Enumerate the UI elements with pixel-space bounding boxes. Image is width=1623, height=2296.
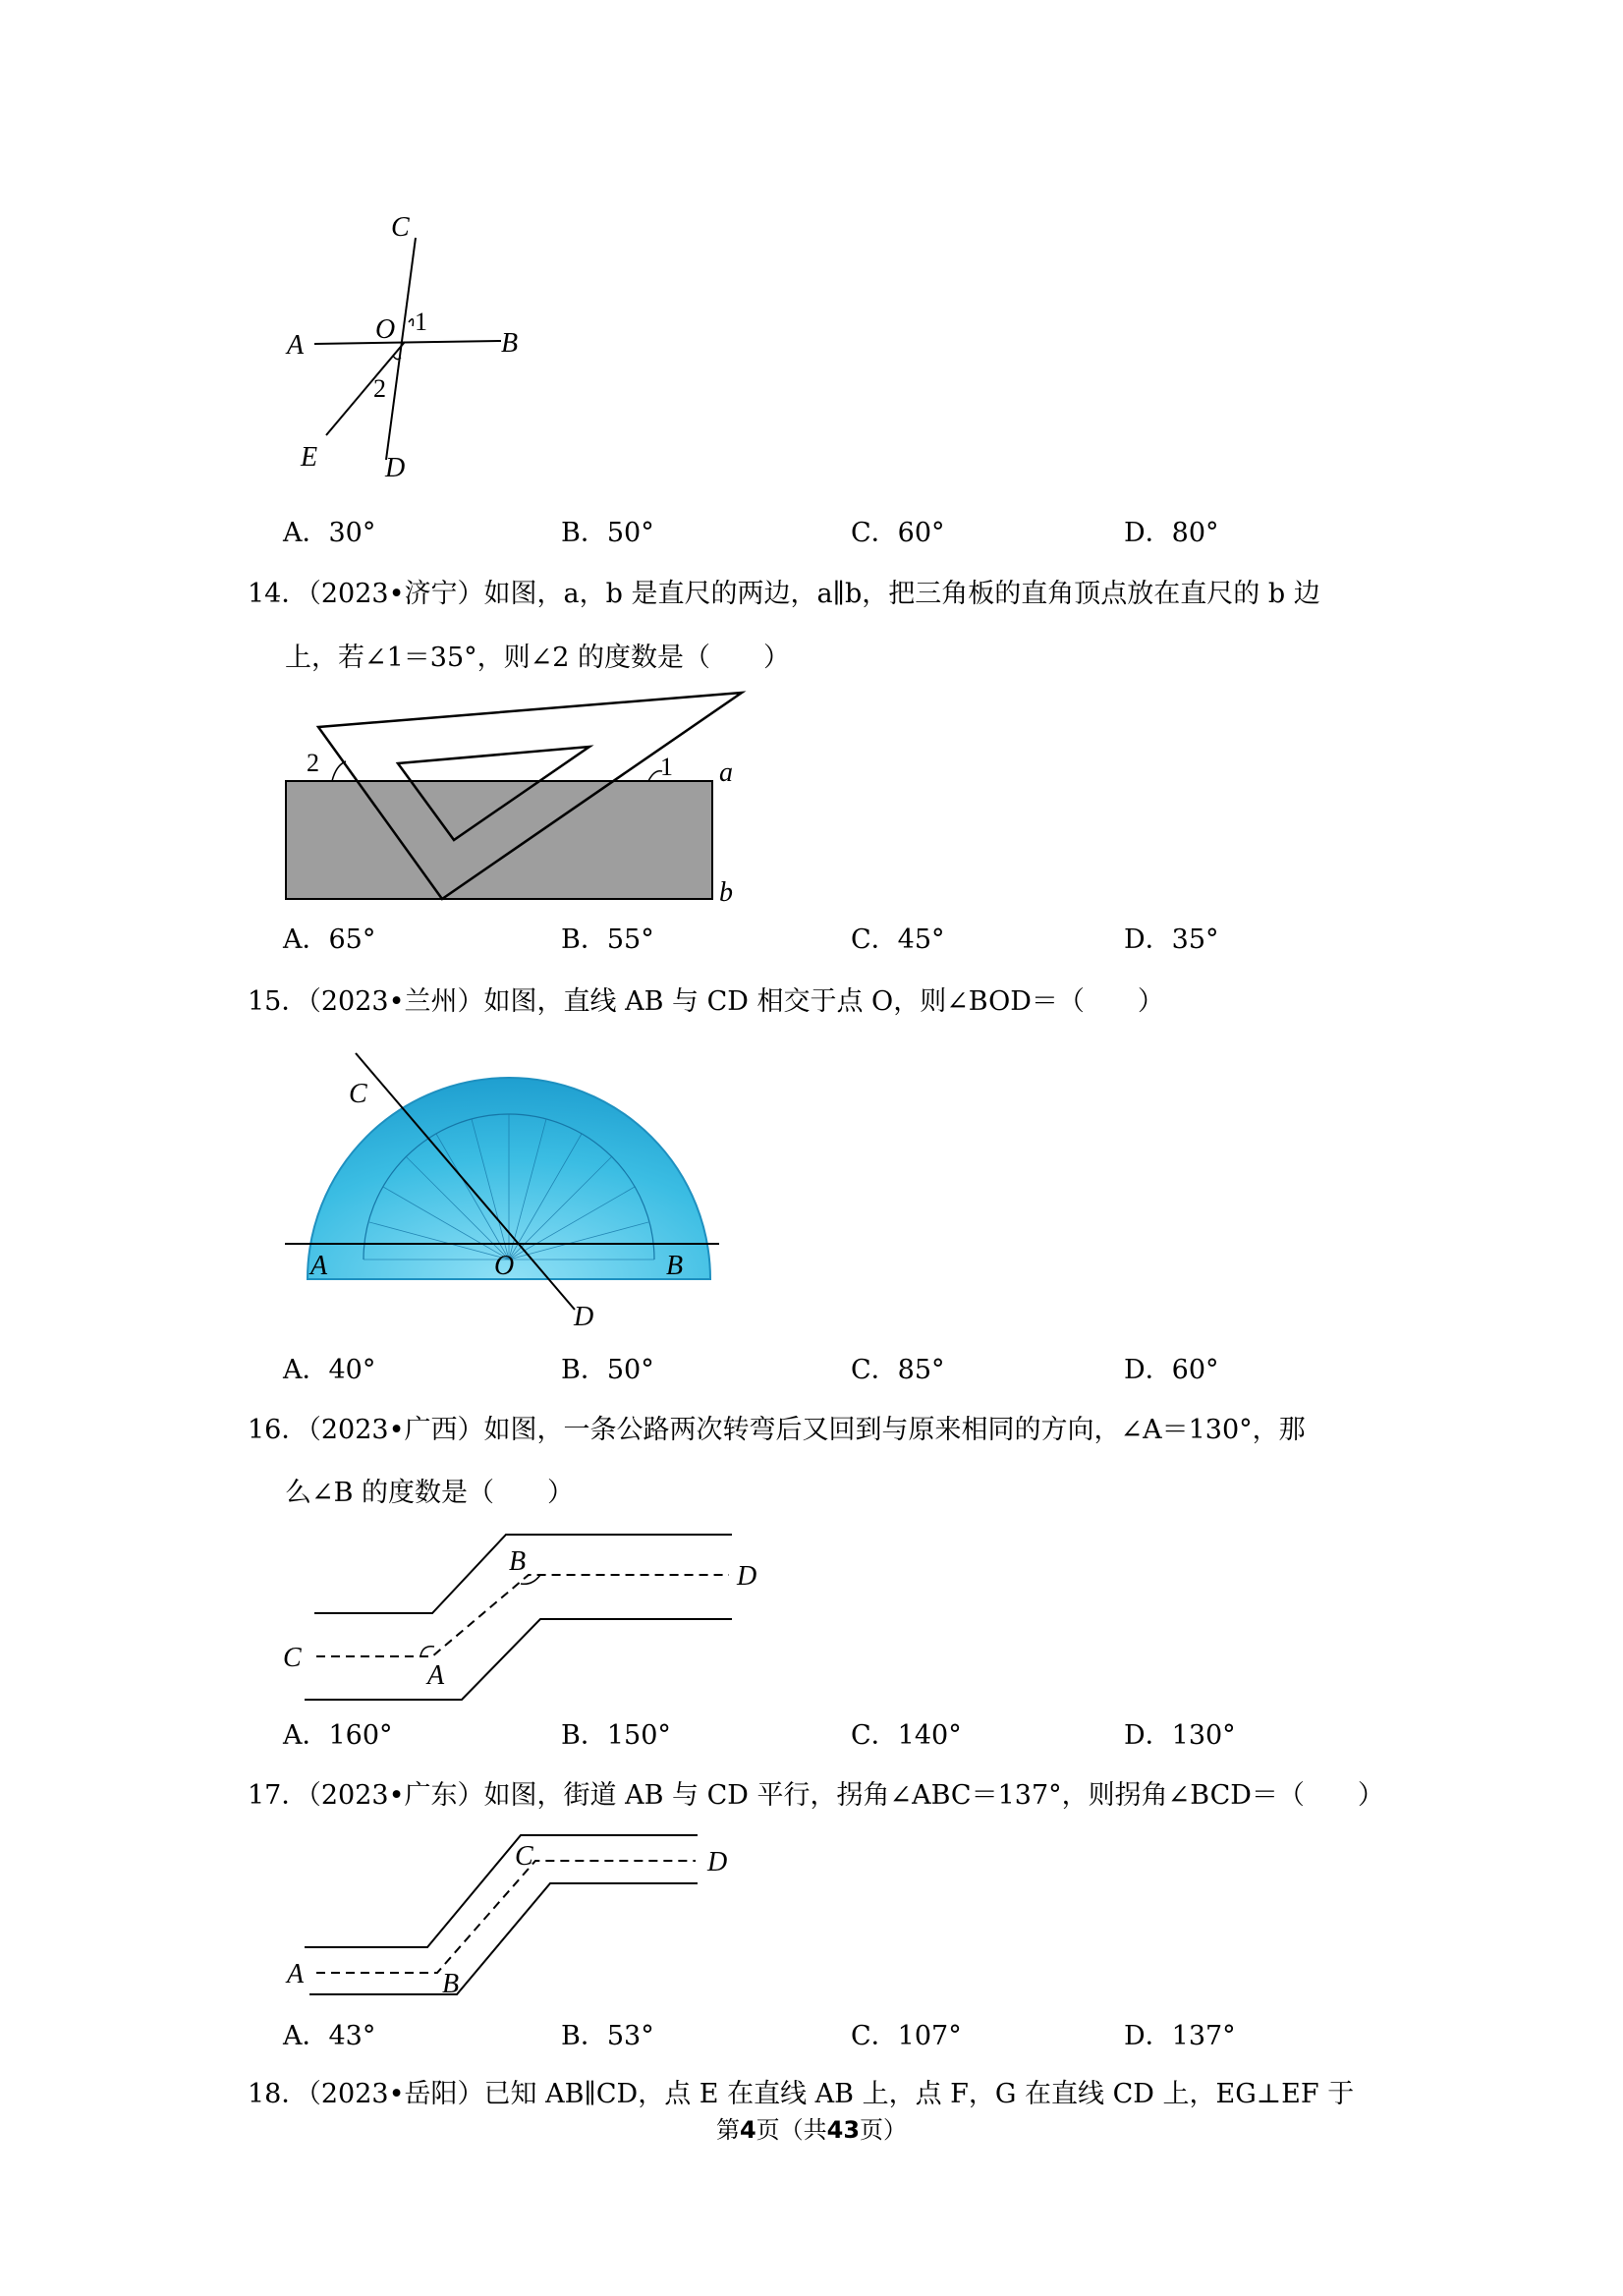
label-b: B [509, 1546, 527, 1577]
figure-q16 [275, 1523, 786, 1719]
label-d: D [707, 1847, 728, 1877]
label-c: C [349, 1079, 367, 1109]
page-total: 43 [826, 2116, 861, 2144]
footer-suffix: 页） [860, 2116, 908, 2144]
label-1: 1 [415, 308, 427, 336]
option-d: D．80° [1124, 518, 1219, 548]
option-a: A．30° [283, 518, 376, 548]
line-ab [314, 341, 501, 344]
option-c: C．45° [851, 924, 945, 955]
footer-mid: 页（共 [756, 2116, 827, 2144]
option-b: B．53° [561, 2021, 654, 2051]
label-c: C [283, 1643, 302, 1673]
figure-q15 [275, 1041, 747, 1336]
question-16-line2: 么∠B 的度数是（ ） [285, 1478, 575, 1508]
angle-1-arc [409, 319, 414, 326]
option-a: A．160° [283, 1720, 393, 1751]
question-18-line1: 18．（2023•岳阳）已知 AB∥CD，点 E 在直线 AB 上，点 F，G 在直线 CD 上，EG⊥EF 于 [248, 2079, 1355, 2109]
figure-q13 [275, 196, 570, 491]
label-a: a [719, 757, 733, 788]
option-c: C．85° [851, 1355, 945, 1385]
option-b: B．55° [561, 924, 654, 955]
label-b: B [442, 1969, 460, 1999]
label-a: A [310, 1251, 328, 1281]
label-b: b [719, 877, 733, 908]
label-b: B [501, 328, 519, 359]
footer-prefix: 第 [715, 2116, 740, 2144]
option-b: B．50° [561, 518, 654, 548]
question-17-line1: 17．（2023•广东）如图，街道 AB 与 CD 平行，拐角∠ABC＝137°，则拐角∠BCD＝（ ） [248, 1780, 1384, 1811]
page-number: 4 [739, 2116, 756, 2144]
option-d: D．137° [1124, 2021, 1236, 2051]
option-c: C．107° [851, 2021, 962, 2051]
label-c: C [391, 212, 410, 243]
label-d: D [737, 1561, 757, 1592]
question-15-line1: 15．（2023•兰州）如图，直线 AB 与 CD 相交于点 O，则∠BOD＝（ ） [248, 986, 1164, 1017]
option-b: B．50° [561, 1355, 654, 1385]
option-d: D．130° [1124, 1720, 1236, 1751]
road-center-line [316, 1575, 729, 1656]
figure-q14 [275, 683, 766, 919]
label-d: D [574, 1302, 594, 1332]
label-d: D [385, 453, 406, 483]
option-c: C．140° [851, 1720, 962, 1751]
option-d: D．60° [1124, 1355, 1219, 1385]
option-a: A．65° [283, 924, 376, 955]
option-b: B．150° [561, 1720, 671, 1751]
label-b: B [666, 1251, 684, 1281]
ruler [286, 781, 712, 899]
label-a: A [287, 330, 305, 361]
question-16-line1: 16．（2023•广西）如图，一条公路两次转弯后又回到与原来相同的方向，∠A＝130°，那 [248, 1415, 1306, 1445]
option-d: D．35° [1124, 924, 1219, 955]
option-a: A．43° [283, 2021, 376, 2051]
options-q17 [283, 2014, 1462, 2053]
label-a: A [287, 1959, 305, 1989]
line-cd [386, 238, 416, 460]
question-14-line2: 上，若∠1＝35°，则∠2 的度数是（ ） [285, 643, 791, 673]
angle-a-arc [420, 1647, 434, 1656]
street-center-line [316, 1861, 696, 1973]
road-lower-edge [305, 1619, 732, 1700]
label-1: 1 [660, 753, 673, 781]
option-c: C．60° [851, 518, 945, 548]
label-o: O [375, 314, 396, 345]
label-c: C [515, 1841, 533, 1872]
street-upper-edge [305, 1835, 698, 1947]
label-e: E [301, 442, 318, 473]
label-2: 2 [373, 374, 386, 403]
options-q14 [283, 918, 1462, 957]
street-lower-edge [309, 1883, 698, 1994]
option-a: A．40° [283, 1355, 376, 1385]
label-o: O [494, 1251, 515, 1281]
page-footer [0, 2110, 1623, 2145]
label-2: 2 [307, 749, 319, 777]
figure-q17 [275, 1827, 766, 2014]
question-14-line1: 14．（2023•济宁）如图，a，b 是直尺的两边，a∥b，把三角板的直角顶点放在直尺的 b 边 [248, 579, 1320, 609]
options-q13 [283, 511, 1462, 550]
options-q15 [283, 1348, 1462, 1387]
label-a: A [427, 1660, 445, 1691]
options-q16 [283, 1713, 1462, 1753]
